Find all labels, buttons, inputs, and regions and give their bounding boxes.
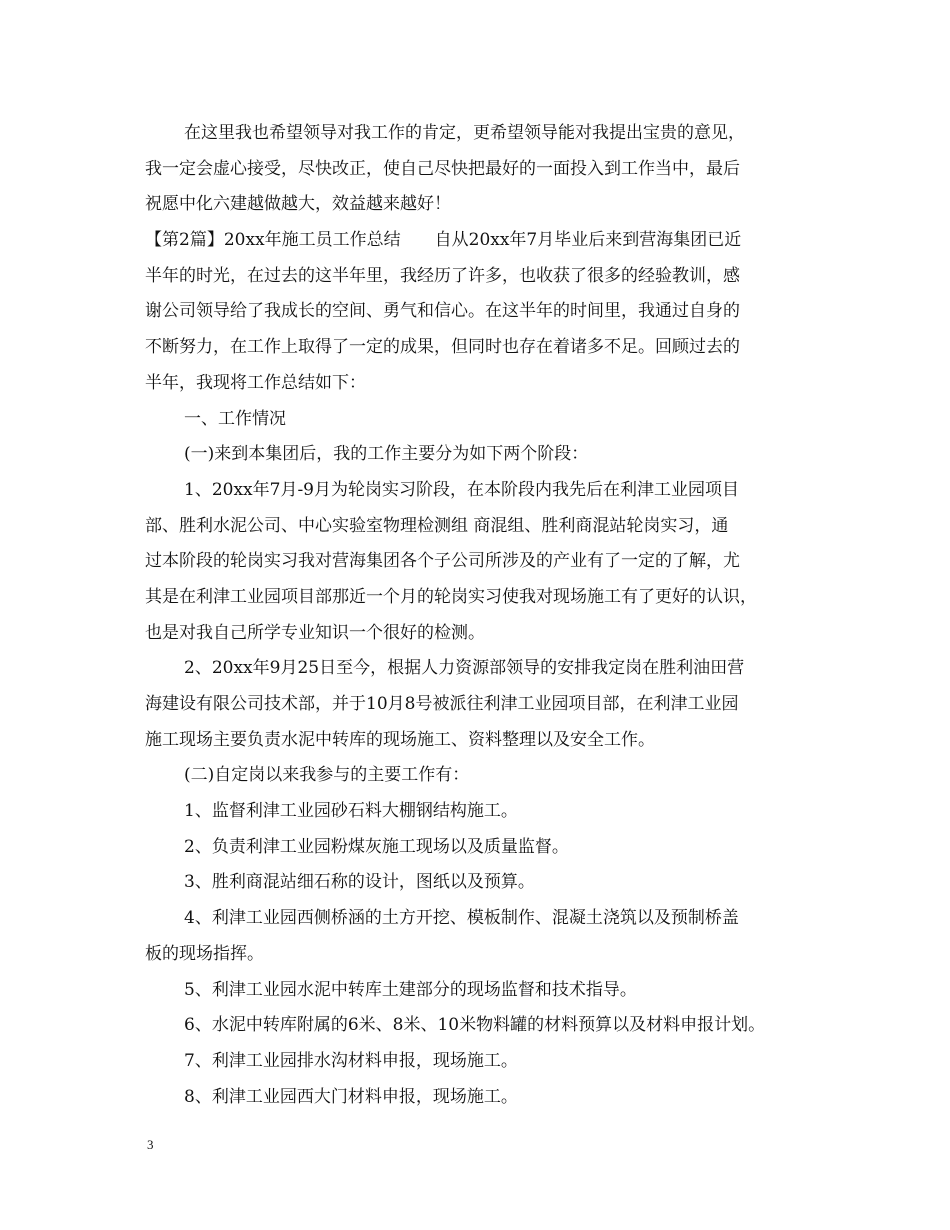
paragraph-line: 谢公司领导给了我成长的空间、勇气和信心。在这半年的时间里，我通过自身的 [145,301,740,322]
list-item: 7、利津工业园排水沟材料申报，现场施工。 [184,1050,518,1071]
paragraph-line: 不断努力，在工作上取得了一定的成果，但同时也存在着诸多不足。回顾过去的 [145,337,740,358]
subheading-line: 一、工作情况 [184,408,286,429]
paragraph-line: 我一定会虚心接受，尽快改正，使自己尽快把最好的一面投入到工作当中，最后 [145,158,740,179]
paragraph-line: 也是对我自己所学专业知识一个很好的检测。 [145,622,485,643]
list-item: 2、负责利津工业园粉煤灰施工现场以及质量监督。 [184,836,569,857]
paragraph-line: 2、20xx年9月25日至今，根据人力资源部领导的安排我定岗在胜利油田营 [184,658,745,679]
section-heading-line: 【第2篇】20xx年施工员工作总结 自从20xx年7月毕业后来到营海集团已近 [145,230,742,251]
list-item: 5、利津工业园水泥中转库土建部分的现场监督和技术指导。 [184,979,637,1000]
list-item: 1、监督利津工业园砂石料大棚钢结构施工。 [184,801,518,822]
paragraph-line: 半年的时光，在过去的这半年里，我经历了许多，也收获了很多的经验教训，感 [145,265,740,286]
subheading-line: (一)来到本集团后，我的工作主要分为如下两个阶段： [184,444,589,465]
paragraph-line: 在这里我也希望领导对我工作的肯定，更希望领导能对我提出宝贵的意见， [184,123,745,143]
paragraph-line: 部、胜利水泥公司、中心实验室物理检测组 商混组、胜利商混站轮岗实习，通 [145,515,729,536]
page-number: 3 [147,1137,154,1152]
subheading-line: (二)自定岗以来我参与的主要工作有： [184,765,470,786]
paragraph-line: 施工现场主要负责水泥中转库的现场施工、资料整理以及安全工作。 [145,729,655,750]
body-text [145,116,825,1115]
list-item: 4、利津工业园西侧桥涵的土方开挖、模板制作、混凝土浇筑以及预制桥盖 [184,908,739,929]
paragraph-line: 1、20xx年7月-9月为轮岗实习阶段，在本阶段内我先后在利津工业园项目 [184,479,739,500]
paragraph-line: 半年，我现将工作总结如下： [145,372,366,393]
list-item: 3、胜利商混站细石称的设计，图纸以及预算。 [184,872,535,893]
paragraph-line: 过本阶段的轮岗实习我对营海集团各个子公司所涉及的产业有了一定的了解，尤 [145,551,740,572]
list-item: 6、水泥中转库附属的6米、8米、10米物料罐的材料预算以及材料申报计划。 [184,1015,766,1036]
paragraph-line: 海建设有限公司技术部，并于10月8号被派往利津工业园项目部，在利津工业园 [145,694,739,714]
paragraph-line: 祝愿中化六建越做越大，效益越来越好！ [145,194,451,215]
list-item-continuation: 板的现场指挥。 [145,943,264,964]
paragraph-line: 其是在利津工业园项目部那近一个月的轮岗实习使我对现场施工有了更好的认识， [145,586,757,607]
list-item: 8、利津工业园西大门材料申报，现场施工。 [184,1086,518,1107]
